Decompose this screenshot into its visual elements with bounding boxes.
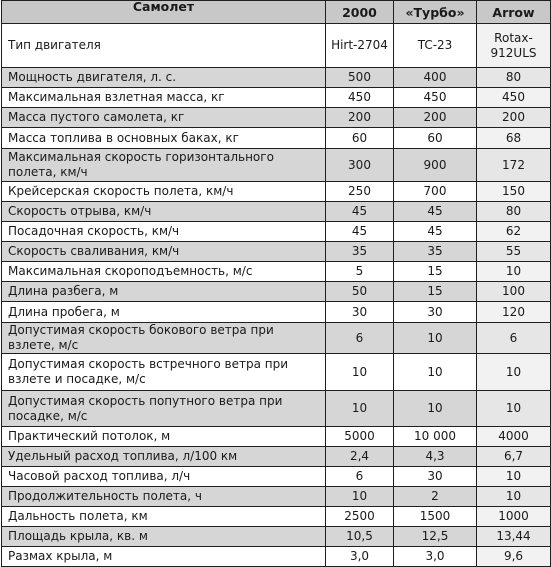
parameter-value: TC-23 bbox=[394, 24, 477, 68]
parameter-value: 1000 bbox=[477, 507, 551, 527]
parameter-value: 10 bbox=[326, 487, 394, 507]
parameter-value: 400 bbox=[394, 68, 477, 88]
table-row bbox=[2, 391, 551, 427]
parameter-value: 450 bbox=[394, 88, 477, 108]
parameter-value: 120 bbox=[477, 302, 551, 323]
parameter-value: 500 bbox=[326, 68, 394, 88]
parameter-name: Скорость сваливания, км/ч bbox=[2, 242, 326, 262]
parameter-name: Масса топлива в основных баках, кг bbox=[2, 128, 326, 149]
parameter-value: 6 bbox=[477, 323, 551, 354]
parameter-value: 4,3 bbox=[394, 447, 477, 467]
parameter-value: 2 bbox=[394, 487, 477, 507]
parameter-value: 10 bbox=[477, 262, 551, 282]
parameter-value: 2,4 bbox=[326, 447, 394, 467]
parameter-value: 68 bbox=[477, 128, 551, 149]
parameter-name: Мощность двигателя, л. с. bbox=[2, 68, 326, 88]
parameter-name: Максимальная взлетная масса, кг bbox=[2, 88, 326, 108]
parameter-value: 700 bbox=[394, 182, 477, 202]
parameter-name: Тип двигателя bbox=[2, 24, 326, 68]
parameter-value: 55 bbox=[477, 242, 551, 262]
header-model-turbo: «Турбо» bbox=[394, 1, 477, 24]
parameter-value: 30 bbox=[394, 467, 477, 487]
parameter-value: 3,0 bbox=[394, 547, 477, 567]
header-model-2000: 2000 bbox=[326, 1, 394, 24]
parameter-name: Практический потолок, м bbox=[2, 427, 326, 447]
parameter-value: 80 bbox=[477, 68, 551, 88]
parameter-value: Rotax-912ULS bbox=[477, 24, 551, 68]
parameter-value: 45 bbox=[394, 202, 477, 222]
table-row bbox=[2, 354, 551, 391]
parameter-name: Часовой расход топлива, л/ч bbox=[2, 467, 326, 487]
parameter-name: Размах крыла, м bbox=[2, 547, 326, 567]
parameter-value: 3,0 bbox=[326, 547, 394, 567]
parameter-value: 4000 bbox=[477, 427, 551, 447]
parameter-name: Площадь крыла, кв. м bbox=[2, 527, 326, 547]
parameter-value: 10 000 bbox=[394, 427, 477, 447]
parameter-value: 60 bbox=[326, 128, 394, 149]
parameter-name: Максимальная скорость горизонтального полета, км/ч bbox=[2, 149, 326, 182]
parameter-value: 200 bbox=[326, 108, 394, 128]
parameter-value: 35 bbox=[394, 242, 477, 262]
table-row bbox=[2, 222, 551, 242]
table-row bbox=[2, 527, 551, 547]
table-row bbox=[2, 467, 551, 487]
aircraft-spec-table bbox=[1, 0, 551, 567]
parameter-value: Hirt-2704 bbox=[326, 24, 394, 68]
parameter-name: Дальность полета, км bbox=[2, 507, 326, 527]
parameter-value: 15 bbox=[394, 262, 477, 282]
parameter-value: 30 bbox=[326, 302, 394, 323]
parameter-value: 45 bbox=[394, 222, 477, 242]
table-row bbox=[2, 68, 551, 88]
parameter-name: Допустимая скорость попутного ветра при посадке, м/с bbox=[2, 391, 326, 427]
header-aircraft: Самолет bbox=[2, 1, 326, 24]
parameter-value: 900 bbox=[394, 149, 477, 182]
parameter-value: 45 bbox=[326, 202, 394, 222]
parameter-value: 35 bbox=[326, 242, 394, 262]
table-row bbox=[2, 447, 551, 467]
table-row bbox=[2, 323, 551, 354]
table-row bbox=[2, 507, 551, 527]
parameter-value: 30 bbox=[394, 302, 477, 323]
parameter-value: 10 bbox=[326, 354, 394, 391]
parameter-value: 10 bbox=[477, 487, 551, 507]
parameter-value: 10 bbox=[394, 323, 477, 354]
table-row bbox=[2, 128, 551, 149]
parameter-name: Скорость отрыва, км/ч bbox=[2, 202, 326, 222]
parameter-value: 13,44 bbox=[477, 527, 551, 547]
parameter-value: 100 bbox=[477, 282, 551, 302]
table-row bbox=[2, 427, 551, 447]
parameter-value: 10 bbox=[326, 391, 394, 427]
table-row bbox=[2, 262, 551, 282]
parameter-name: Посадочная скорость, км/ч bbox=[2, 222, 326, 242]
table-row bbox=[2, 302, 551, 323]
parameter-value: 200 bbox=[477, 108, 551, 128]
table-row bbox=[2, 88, 551, 108]
parameter-value: 10 bbox=[394, 354, 477, 391]
parameter-value: 15 bbox=[394, 282, 477, 302]
parameter-value: 10 bbox=[394, 391, 477, 427]
parameter-name: Длина разбега, м bbox=[2, 282, 326, 302]
parameter-name: Масса пустого самолета, кг bbox=[2, 108, 326, 128]
parameter-value: 450 bbox=[477, 88, 551, 108]
parameter-name: Допустимая скорость встречного ветра при взлете и посадке, м/с bbox=[2, 354, 326, 391]
table-row bbox=[2, 108, 551, 128]
parameter-name: Крейсерская скорость полета, км/ч bbox=[2, 182, 326, 202]
parameter-value: 172 bbox=[477, 149, 551, 182]
parameter-name: Длина пробега, м bbox=[2, 302, 326, 323]
parameter-value: 300 bbox=[326, 149, 394, 182]
parameter-value: 45 bbox=[326, 222, 394, 242]
parameter-name: Максимальная скороподъемность, м/с bbox=[2, 262, 326, 282]
parameter-value: 5000 bbox=[326, 427, 394, 447]
table-row bbox=[2, 202, 551, 222]
header-model-arrow: Arrow bbox=[477, 1, 551, 24]
table-row bbox=[2, 487, 551, 507]
parameter-value: 50 bbox=[326, 282, 394, 302]
parameter-name: Продолжительность полета, ч bbox=[2, 487, 326, 507]
parameter-value: 150 bbox=[477, 182, 551, 202]
parameter-value: 2500 bbox=[326, 507, 394, 527]
parameter-value: 10 bbox=[477, 354, 551, 391]
parameter-value: 10 bbox=[477, 467, 551, 487]
parameter-value: 9,6 bbox=[477, 547, 551, 567]
parameter-name: Допустимая скорость бокового ветра при взлете, м/с bbox=[2, 323, 326, 354]
parameter-value: 10 bbox=[477, 391, 551, 427]
parameter-value: 1500 bbox=[394, 507, 477, 527]
spec-table-body bbox=[2, 24, 551, 567]
table-row bbox=[2, 182, 551, 202]
header-row bbox=[2, 1, 551, 24]
parameter-value: 60 bbox=[394, 128, 477, 149]
parameter-name: Удельный расход топлива, л/100 км bbox=[2, 447, 326, 467]
parameter-value: 12,5 bbox=[394, 527, 477, 547]
parameter-value: 250 bbox=[326, 182, 394, 202]
table-row bbox=[2, 282, 551, 302]
table-row bbox=[2, 242, 551, 262]
parameter-value: 10,5 bbox=[326, 527, 394, 547]
parameter-value: 80 bbox=[477, 202, 551, 222]
parameter-value: 6 bbox=[326, 467, 394, 487]
parameter-value: 450 bbox=[326, 88, 394, 108]
parameter-value: 6,7 bbox=[477, 447, 551, 467]
parameter-value: 6 bbox=[326, 323, 394, 354]
table-row bbox=[2, 149, 551, 182]
parameter-value: 5 bbox=[326, 262, 394, 282]
parameter-value: 200 bbox=[394, 108, 477, 128]
parameter-value: 62 bbox=[477, 222, 551, 242]
table-row bbox=[2, 547, 551, 567]
table-row bbox=[2, 24, 551, 68]
